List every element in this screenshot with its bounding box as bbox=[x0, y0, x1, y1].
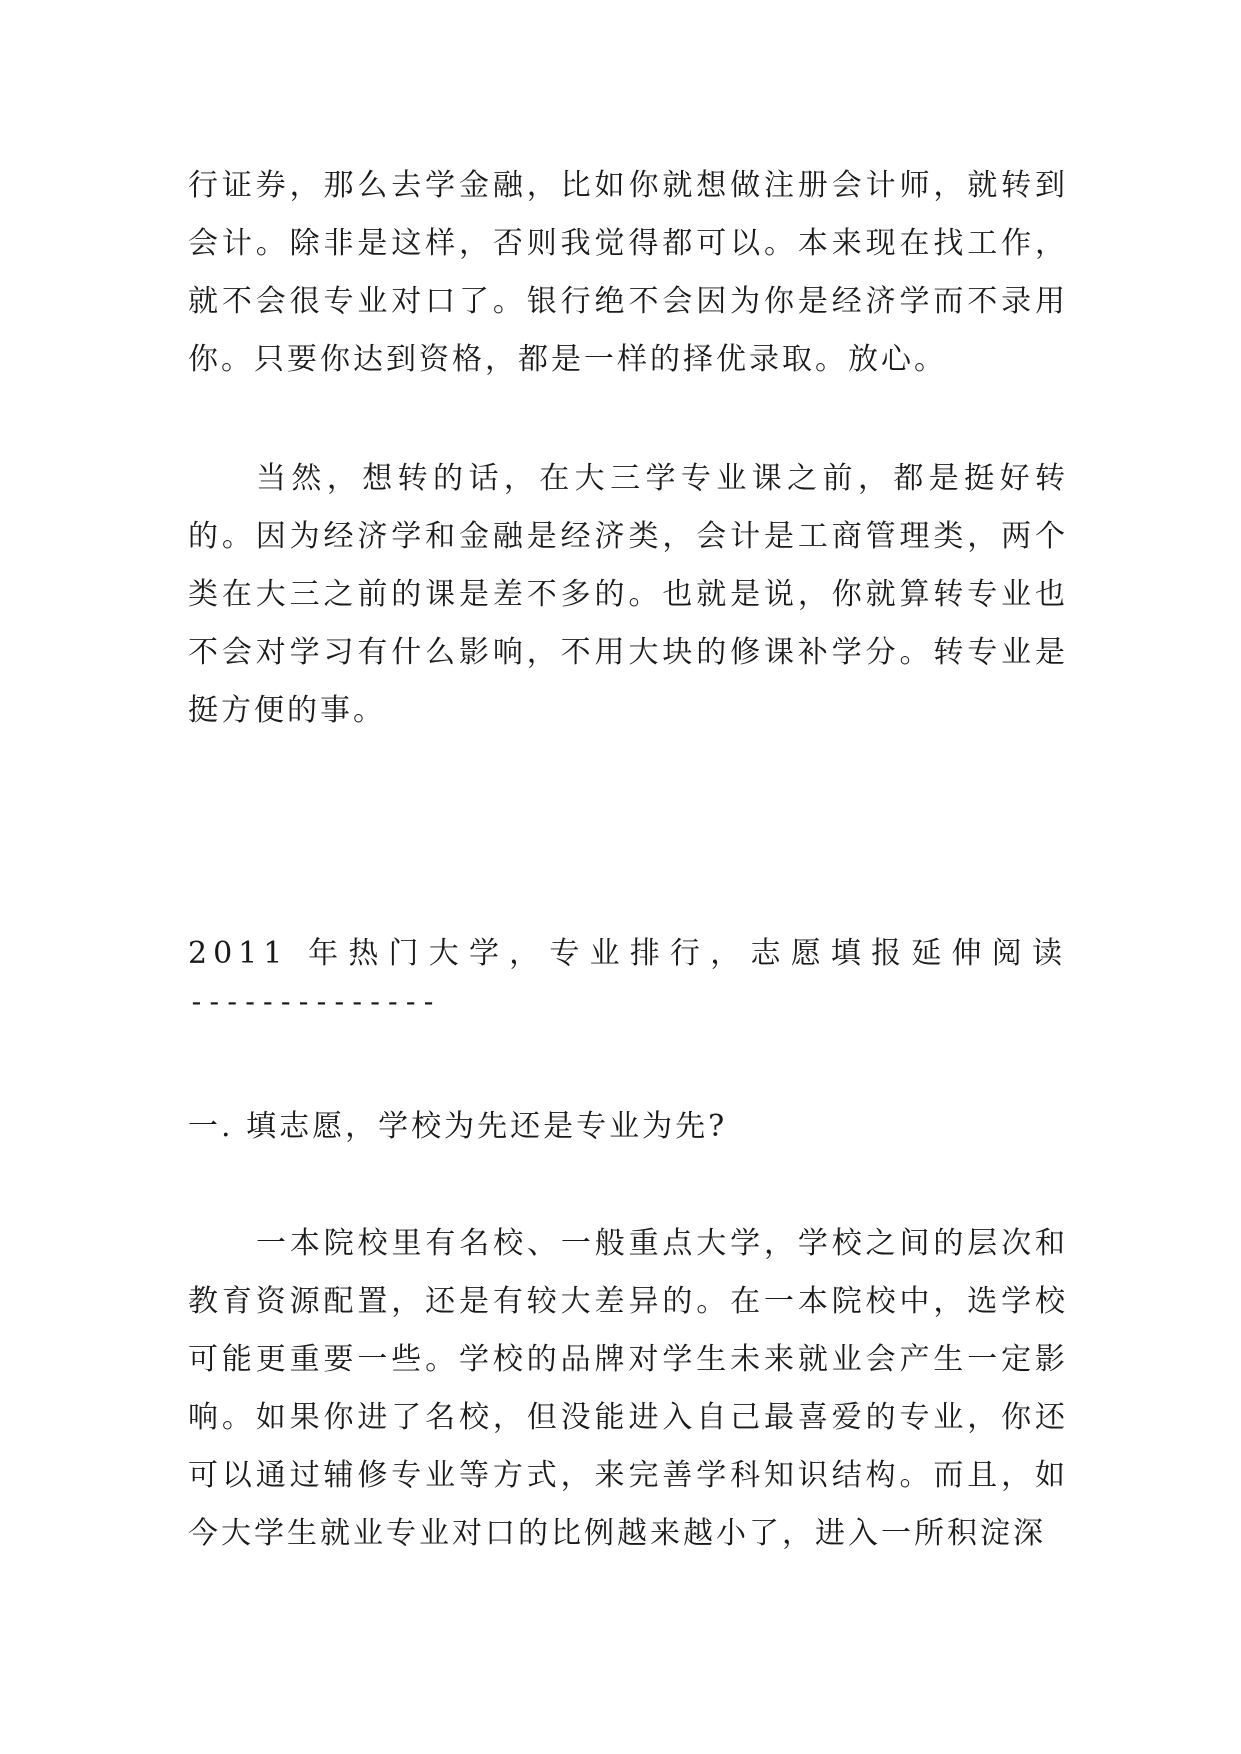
reading-heading: 2011 年热门大学，专业排行，志愿填报延伸阅读 bbox=[188, 936, 1068, 971]
section-title: 一. 填志愿，学校为先还是专业为先? bbox=[188, 1109, 728, 1144]
body-paragraph: 一本院校里有名校、一般重点大学，学校之间的层次和教育资源配置，还是有较大差异的。在一本院校中，选学校可能更重要一些。学校的品牌对学生未来就业会产生一定影响。如果你进了名校，但没能进入自己最喜爱的专业，你还可以通过辅修专业等方式，来完善学科知识结构。而且，如今大学生就业专业对口的比例越来越小了，进入一所积淀深 bbox=[188, 1226, 1068, 1551]
body-paragraph: 行证券，那么去学金融，比如你就想做注册会计师，就转到会计。除非是这样，否则我觉得都可以。本来现在找工作，就不会很专业对口了。银行绝不会因为你是经济学而不录用你。只要你达到资格，都是一样的择优录取。放心。 bbox=[188, 168, 1068, 377]
heading-dash-rule: -------------- bbox=[188, 985, 439, 1018]
body-paragraph: 当然，想转的话，在大三学专业课之前，都是挺好转的。因为经济学和金融是经济类，会计是工商管理类，两个类在大三之前的课是差不多的。也就是说，你就算转专业也不会对学习有什么影响，不用大块的修课补学分。转专业是挺方便的事。 bbox=[188, 461, 1068, 728]
